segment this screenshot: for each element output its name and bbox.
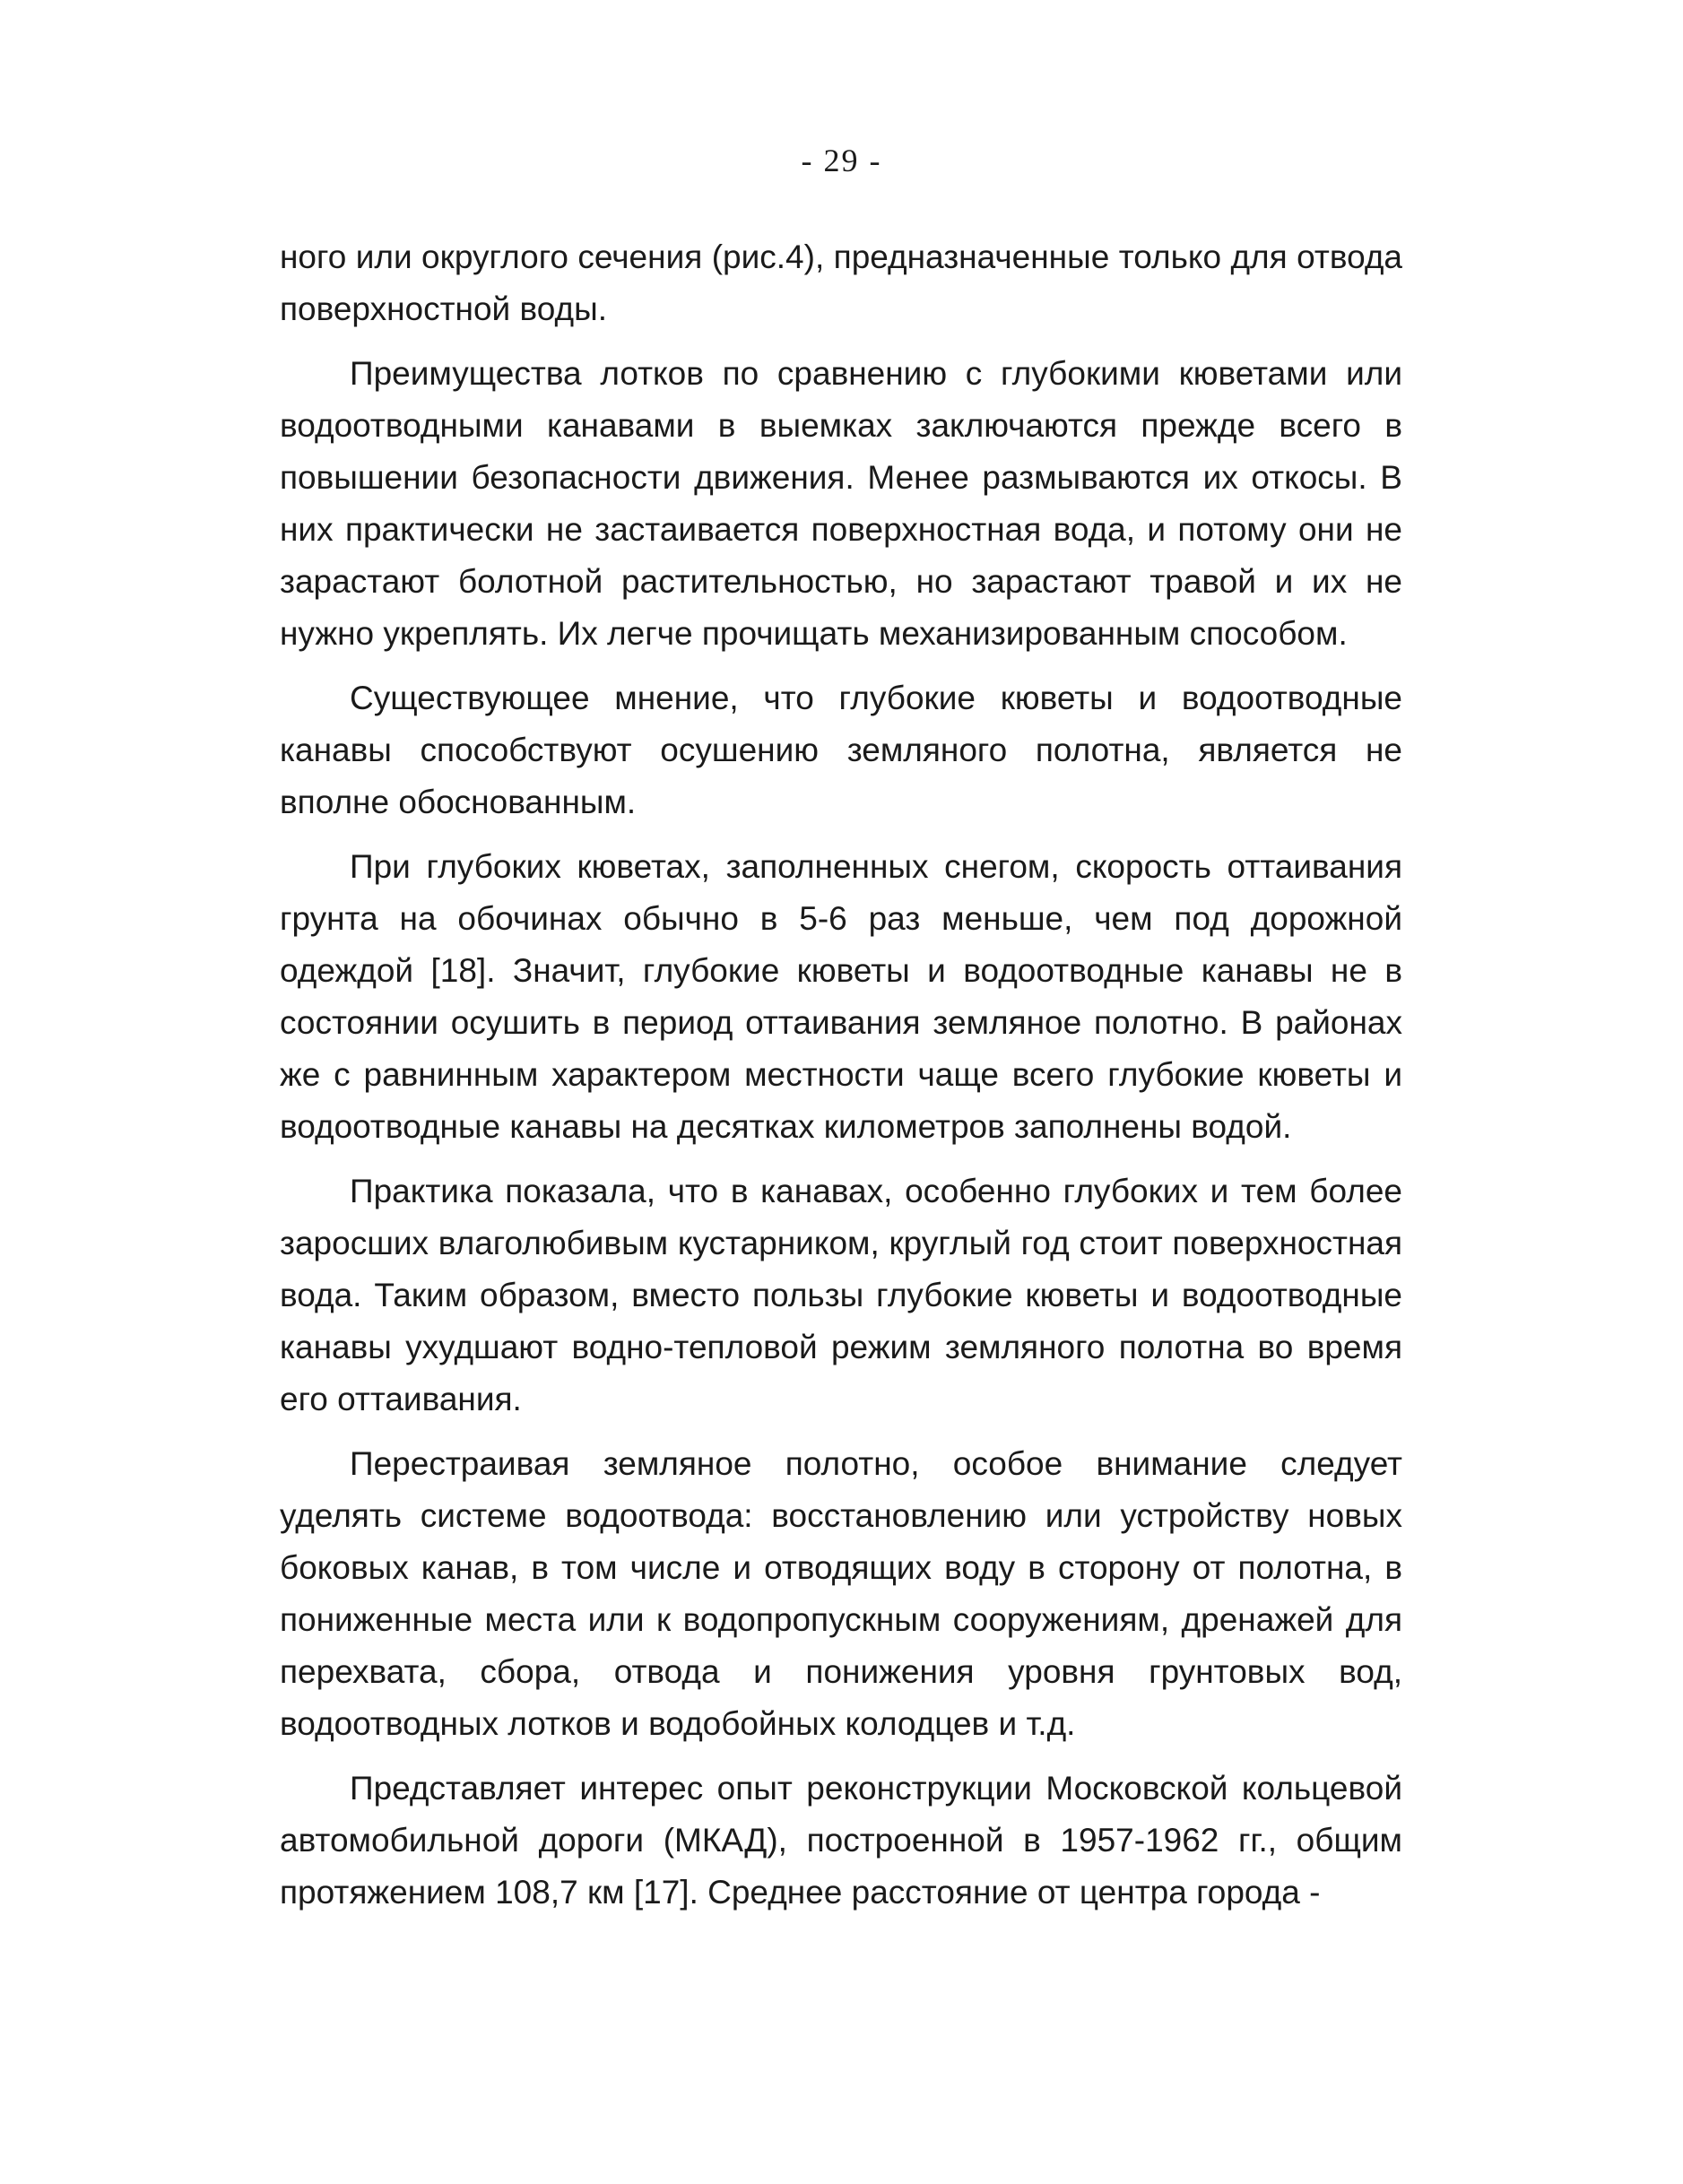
paragraph-1: ного или округлого сечения (рис.4), предназначенные только для отвода поверхностной воды. — [280, 238, 1402, 327]
paragraph-3: Существующее мнение, что глубокие кюветы и водоотводные канавы способствуют осушению земляного полотна, является не вполне обоснованным. — [280, 680, 1402, 820]
body-text — [280, 231, 1402, 1931]
paragraph-5: Практика показала, что в канавах, особенно глубоких и тем более заросших влаголюбивым кустарником, круглый год стоит поверхностная вода. Таким образом, вместо пользы глубокие кюветы и водоотводные канавы ухудшают водно-тепловой режим земляного полотна во время его оттаивания. — [280, 1173, 1402, 1417]
paragraph-6: Перестраивая земляное полотно, особое внимание следует уделять системе водоотвода: восстановлению или устройству новых боковых канав, в том числе и отводящих воду в сторону от полотна, в пониженные места или к водопропускным сооружениям, дренажей для перехвата, сбора, отвода и понижения уровня грунтовых вод, водоотводных лотков и водобойных колодцев и т.д. — [280, 1445, 1402, 1742]
page-number: - 29 - — [801, 143, 882, 178]
paragraph-2: Преимущества лотков по сравнению с глубокими кюветами или водоотводными канавами в выемках заключаются прежде всего в повышении безопасности движения. Менее размываются их откосы. В них практически не застаивается поверхностная вода, и потому они не зарастают болотной растительностью, но зарастают травой и их не нужно укреплять. Их легче прочищать механизированным способом. — [280, 355, 1402, 652]
paragraph-7: Представляет интерес опыт реконструкции Московской кольцевой автомобильной дороги (МКАД), построенной в 1957-1962 гг., общим протяжением 108,7 км [17]. Среднее расстояние от центра города - — [280, 1770, 1402, 1911]
paragraph-4: При глубоких кюветах, заполненных снегом, скорость оттаивания грунта на обочинах обычно в 5-6 раз меньше, чем под дорожной одеждой [18]. Значит, глубокие кюветы и водоотводные канавы не в состоянии осушить в период оттаивания земляное полотно. В районах же с равнинным характером местности чаще всего глубокие кюветы и водоотводные канавы на десятках километров заполнены водой. — [280, 848, 1402, 1145]
